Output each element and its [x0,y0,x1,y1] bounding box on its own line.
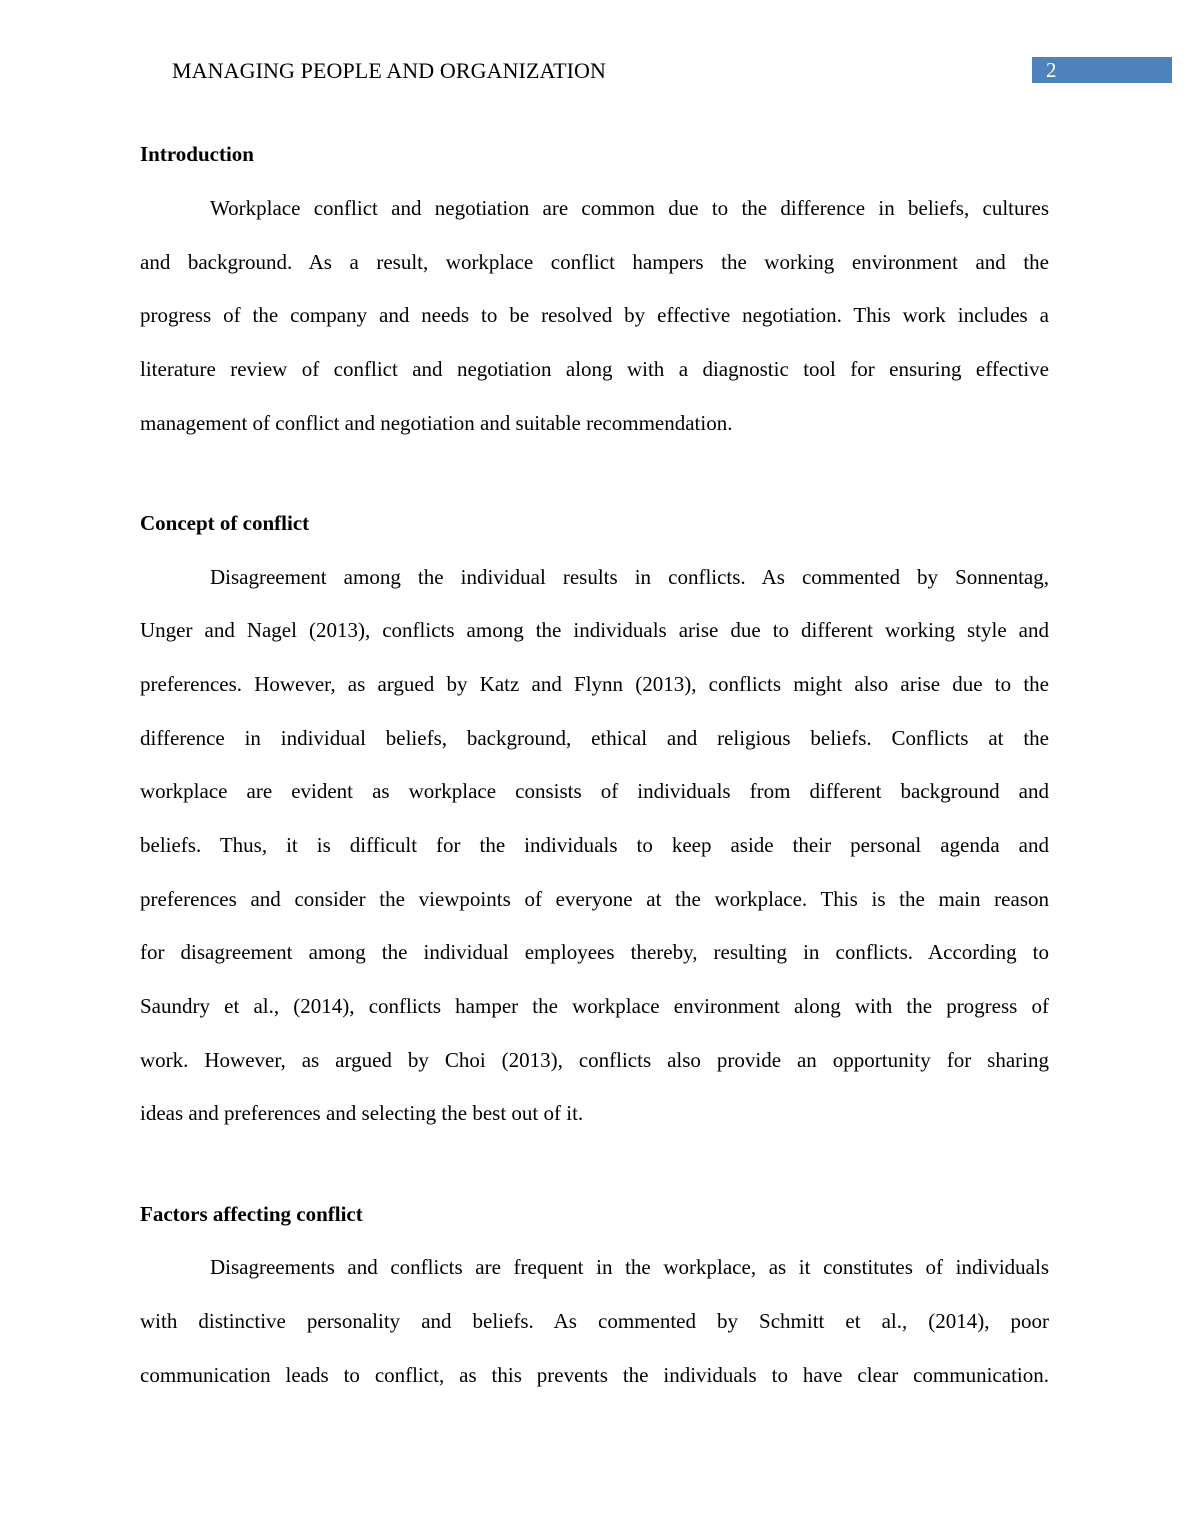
paragraph-line: Disagreements and conflicts are frequent in the workplace, as it constitutes of individuals [210,1255,1049,1279]
paragraph-line: progress of the company and needs to be resolved by effective negotiation. This work includes a [140,303,1049,327]
page-number: 2 [1046,58,1057,82]
paragraph-line: preferences. However, as argued by Katz and Flynn (2013), conflicts might also arise due to the [140,672,1049,696]
paragraph-line: workplace are evident as workplace consists of individuals from different background and [140,779,1049,803]
page-number-box [1032,57,1172,83]
paragraph-line: work. However, as argued by Choi (2013), conflicts also provide an opportunity for sharing [140,1048,1049,1072]
section-heading-introduction: Introduction [140,142,254,166]
paragraph-line: ideas and preferences and selecting the best out of it. [140,1101,584,1125]
paragraph-line: and background. As a result, workplace conflict hampers the working environment and the [140,250,1049,274]
paragraph-line: beliefs. Thus, it is difficult for the individuals to keep aside their personal agenda and [140,833,1049,857]
running-head: MANAGING PEOPLE AND ORGANIZATION [172,58,607,83]
section-heading-concept-of-conflict: Concept of conflict [140,511,310,535]
paragraph-line: preferences and consider the viewpoints of everyone at the workplace. This is the main reason [140,887,1049,911]
paragraph-line: for disagreement among the individual employees thereby, resulting in conflicts. According to [140,940,1049,964]
paragraph-line: Disagreement among the individual results in conflicts. As commented by Sonnentag, [210,565,1049,589]
paragraph-line: with distinctive personality and beliefs. As commented by Schmitt et al., (2014), poor [140,1309,1049,1333]
paragraph-line: Unger and Nagel (2013), conflicts among the individuals arise due to different working style and [140,618,1049,642]
paragraph-line: difference in individual beliefs, background, ethical and religious beliefs. Conflicts at the [140,726,1049,750]
paragraph-line: management of conflict and negotiation and suitable recommendation. [140,411,733,435]
paragraph-line: communication leads to conflict, as this prevents the individuals to have clear communication. [140,1363,1049,1387]
section-heading-factors-affecting-conflict: Factors affecting conflict [140,1202,363,1226]
paragraph-line: Workplace conflict and negotiation are common due to the difference in beliefs, cultures [210,196,1049,220]
paragraph-line: Saundry et al., (2014), conflicts hamper the workplace environment along with the progress of [140,994,1049,1018]
paragraph-line: literature review of conflict and negotiation along with a diagnostic tool for ensuring effective [140,357,1049,381]
